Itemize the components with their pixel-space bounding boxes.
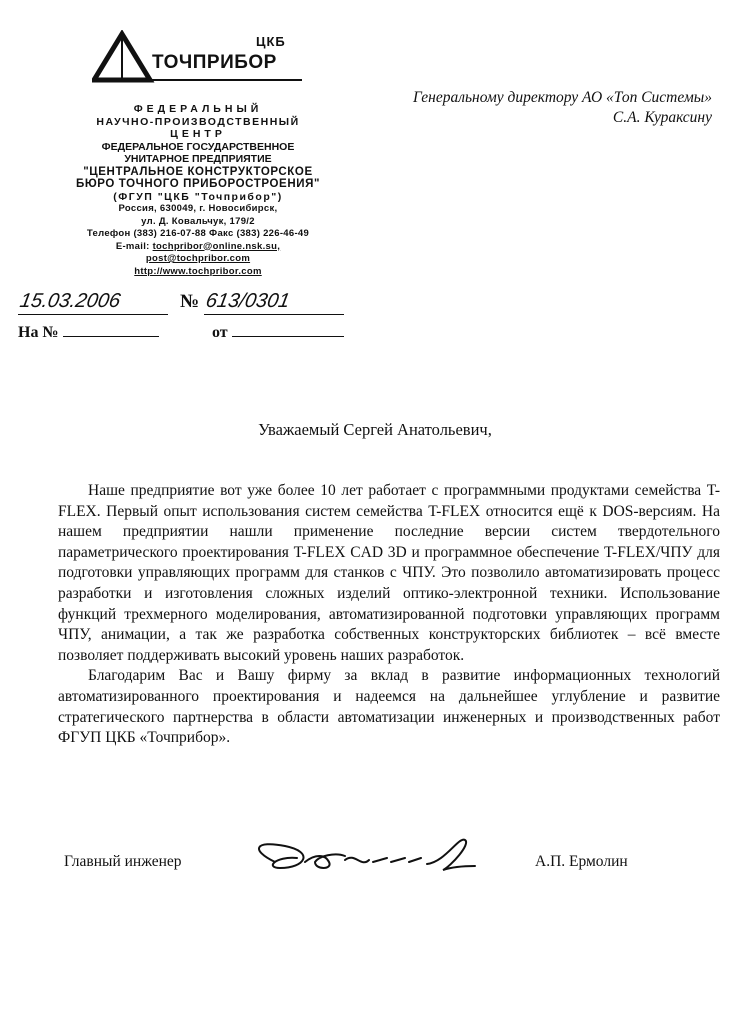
org-email-line-2	[48, 253, 348, 266]
org-line: НАУЧНО-ПРОИЗВОДСТВЕННЫЙ	[96, 115, 300, 128]
org-phone-line: Телефон (383) 216-07-88 Факс (383) 226-46-49	[86, 228, 310, 239]
outgoing-reference	[18, 290, 358, 320]
org-address-line: ул. Д. Ковальчук, 179/2	[141, 215, 255, 227]
incoming-date	[212, 322, 344, 342]
ot-label: от	[212, 324, 228, 341]
signer-name: А.П. Ермолин	[535, 853, 628, 870]
email-label: E-mail:	[115, 240, 150, 252]
org-line: ФЕДЕРАЛЬНЫЙ	[133, 103, 263, 115]
salutation: Уважаемый Сергей Анатольевич,	[258, 420, 492, 439]
letter-date: 15.03.2006	[18, 290, 123, 312]
body-paragraph: Благодарим Вас и Вашу фирму за вклад в развитие информационных технологий автоматизированного проектирования и надеемся на дальнейшее углубление и развитие стратегического партнерства в области автоматизации инженерных и производственных работ ФГУП ЦКБ «Точприбор».	[58, 667, 720, 747]
letter-number: 613/0301	[204, 290, 292, 312]
company-logo	[92, 30, 312, 90]
website-link[interactable]: http://www.tochpribor.com	[134, 265, 262, 277]
na-blank	[63, 322, 159, 337]
logo-company-name: ТОЧПРИБОР	[152, 52, 277, 73]
body-paragraph: Наше предприятие вот уже более 10 лет работает с программными продуктами семейства T-FLEX. Первый опыт использования систем семейства T-FLEX относится ещё к DOS-версиям. На нашем предприятии нашли применение последние версии систем твердотельного параметрического проектирования T-FLEX CAD 3D и программное обеспечение T-FLEX/ЧПУ для подготовки управляющих программ для станков с ЧПУ. Это позволило автоматизировать процесс разработки и изготовления сложных изделий оптико-электронной техники. Использование функций трехмерного моделирования, автоматизированной подготовки управляющих программ ЧПУ, анимации, а так же разработка собственных конструкторских библиотек – всё вместе позволяет поддерживать высокий уровень наших разработок.	[58, 482, 720, 664]
number-sign: №	[180, 291, 200, 312]
org-line: УНИТАРНОЕ ПРЕДПРИЯТИЕ	[124, 153, 272, 165]
logo-abbreviation: ЦКБ	[256, 34, 286, 49]
email-link-1[interactable]: tochpribor@online.nsk.su,	[152, 240, 281, 252]
incoming-reference	[18, 322, 159, 342]
org-line: "ЦЕНТРАЛЬНОЕ КОНСТРУКТОРСКОЕ	[83, 165, 313, 178]
ot-blank	[232, 322, 344, 337]
date-underline	[18, 314, 168, 315]
letter-body	[58, 481, 720, 749]
handwritten-signature-icon	[245, 832, 495, 882]
org-line: БЮРО ТОЧНОГО ПРИБОРОСТРОЕНИЯ"	[75, 178, 321, 190]
org-line: ЦЕНТР	[170, 128, 226, 140]
org-email-line	[48, 241, 348, 254]
organization-block	[48, 103, 348, 278]
org-address-line: Россия, 630049, г. Новосибирск,	[118, 203, 278, 214]
addressee-block	[413, 88, 712, 128]
email-link-2[interactable]: post@tochpribor.com	[145, 253, 251, 264]
org-line: ФЕДЕРАЛЬНОЕ ГОСУДАРСТВЕННОЕ	[101, 140, 295, 153]
number-underline	[204, 314, 344, 315]
signer-title: Главный инженер	[64, 853, 182, 870]
addressee-name: С.А. Кураксину	[612, 109, 712, 126]
addressee-position: Генеральному директору АО «Топ Системы»	[412, 89, 712, 106]
na-label: На №	[18, 324, 59, 341]
org-line: (ФГУП "ЦКБ "Точприбор")	[113, 190, 283, 203]
org-website-line	[48, 266, 348, 279]
